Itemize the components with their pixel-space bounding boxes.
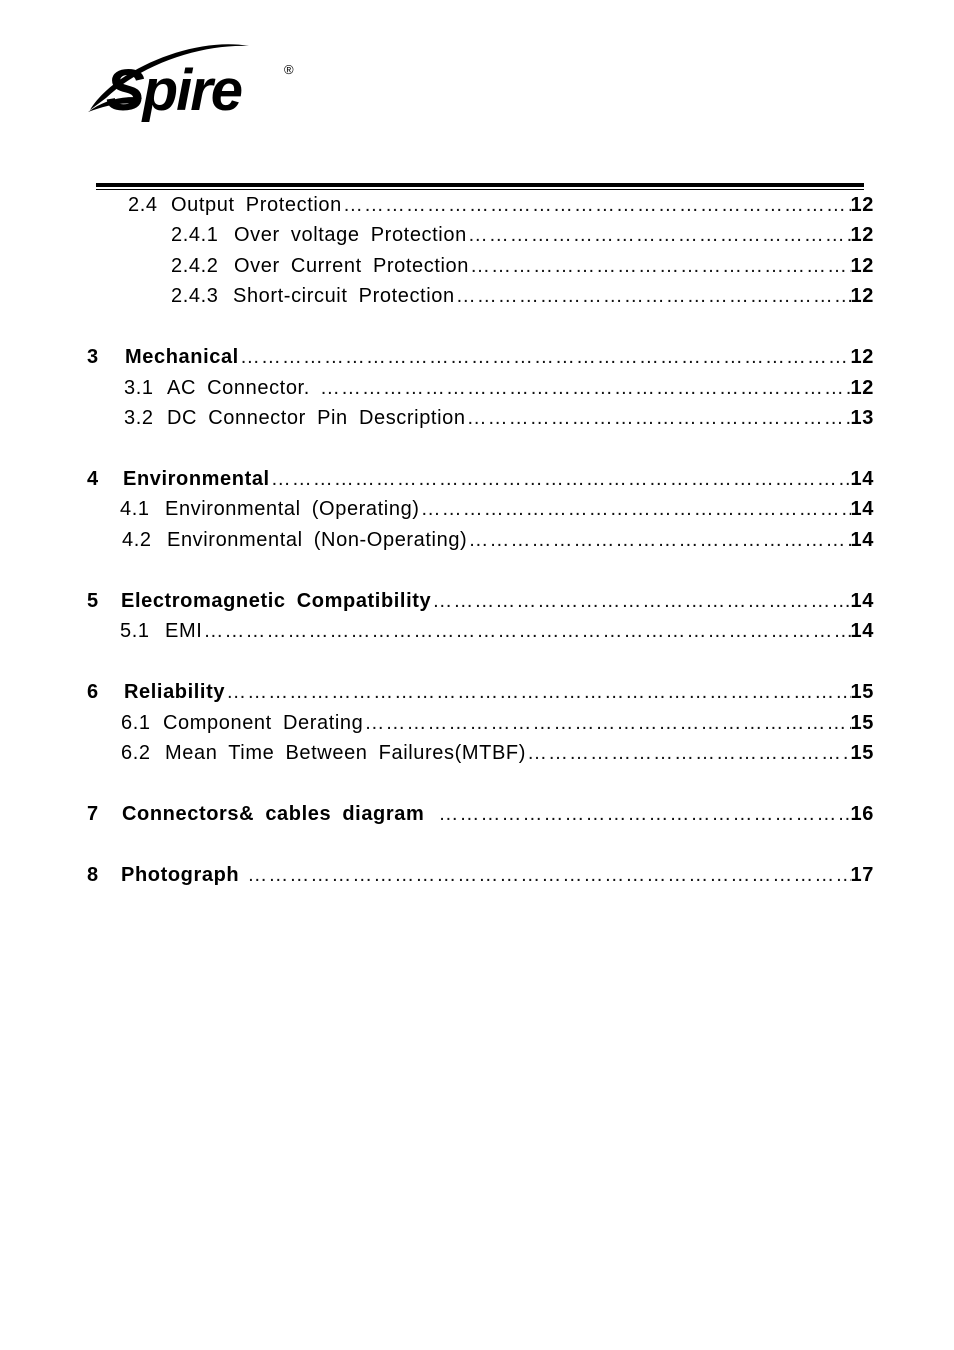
toc-entry-number: 8 xyxy=(87,864,99,886)
toc-leader-dots xyxy=(342,192,851,218)
toc-entry-title: AC Connector. xyxy=(167,377,310,399)
toc-entry-title: Output Protection xyxy=(171,194,342,216)
toc-entry-title: Photograph xyxy=(121,864,240,886)
toc-entry-2-4-3[interactable] xyxy=(171,283,874,309)
toc-entry-page: 17 xyxy=(850,864,874,886)
toc-leader-dots xyxy=(420,496,851,522)
toc-entry-title: Mechanical xyxy=(125,346,239,368)
toc-entry-number: 2.4.1 xyxy=(171,224,219,246)
toc-entry-number: 6.2 xyxy=(121,742,151,764)
toc-entry-3[interactable] xyxy=(87,344,874,370)
toc-entry-title: Mean Time Between Failures(MTBF) xyxy=(165,742,526,764)
toc-entry-title: DC Connector Pin Description xyxy=(167,407,466,429)
toc-entry-4-1[interactable] xyxy=(120,496,874,522)
toc-entry-title: Environmental (Non-Operating) xyxy=(167,529,468,551)
toc-entry-number: 5.1 xyxy=(120,620,150,642)
toc-entry-number: 2.4.2 xyxy=(171,255,219,277)
toc-entry-page: 12 xyxy=(850,346,874,368)
spire-logo xyxy=(84,40,304,132)
toc-entry-page: 15 xyxy=(850,681,874,703)
toc-leader-dots xyxy=(270,466,851,492)
toc-entry-number: 2.4 xyxy=(128,194,158,216)
toc-entry-6-2[interactable] xyxy=(121,740,874,766)
toc-entry-number: 3.1 xyxy=(124,377,154,399)
toc-entry-8[interactable] xyxy=(87,862,874,888)
toc-entry-page: 12 xyxy=(850,377,874,399)
toc-leader-dots xyxy=(363,710,850,736)
toc-leader-dots xyxy=(469,253,851,279)
toc-entry-title: Environmental xyxy=(123,468,270,490)
toc-leader-dots xyxy=(526,740,851,766)
toc-entry-number: 6 xyxy=(87,681,99,703)
toc-entry-6-1[interactable] xyxy=(121,710,874,736)
toc-entry-title: Over voltage Protection xyxy=(234,224,467,246)
toc-entry-page: 14 xyxy=(850,468,874,490)
toc-entry-page: 15 xyxy=(850,742,874,764)
toc-entry-2-4-2[interactable] xyxy=(171,253,874,279)
toc-entry-page: 12 xyxy=(850,194,874,216)
toc-entry-number: 7 xyxy=(87,803,99,825)
toc-entry-title: Over Current Protection xyxy=(234,255,469,277)
toc-entry-number: 2.4.3 xyxy=(171,285,219,307)
logo-wordmark: Spire xyxy=(106,58,242,123)
toc-entry-page: 15 xyxy=(850,712,874,734)
toc-entry-number: 5 xyxy=(87,590,99,612)
toc-entry-5-1[interactable] xyxy=(120,618,874,644)
toc-entry-number: 3.2 xyxy=(124,407,154,429)
toc-leader-dots xyxy=(455,283,851,309)
toc-entry-title: Environmental (Operating) xyxy=(165,498,420,520)
toc-entry-2-4[interactable] xyxy=(128,192,874,218)
toc-entry-5[interactable] xyxy=(87,588,874,614)
toc-entry-page: 12 xyxy=(850,285,874,307)
toc-entry-title: Reliability xyxy=(124,681,226,703)
toc-entry-number: 4 xyxy=(87,468,99,490)
toc-entry-title: EMI xyxy=(165,620,203,642)
toc-leader-dots xyxy=(467,527,850,553)
toc-leader-dots xyxy=(466,405,851,431)
toc-leader-dots xyxy=(225,679,850,705)
toc-entry-number: 6.1 xyxy=(121,712,151,734)
toc-entry-page: 13 xyxy=(850,407,874,429)
toc-leader-dots xyxy=(310,375,851,401)
toc-leader-dots xyxy=(431,588,850,614)
toc-entry-page: 14 xyxy=(850,498,874,520)
toc-entry-4[interactable] xyxy=(87,466,874,492)
toc-entry-page: 14 xyxy=(850,590,874,612)
toc-entry-page: 14 xyxy=(850,620,874,642)
toc-leader-dots xyxy=(424,801,850,827)
toc-entry-page: 12 xyxy=(850,255,874,277)
toc-entry-7[interactable] xyxy=(87,801,874,827)
toc-entry-title: Connectors& cables diagram xyxy=(122,803,425,825)
toc-leader-dots xyxy=(467,222,851,248)
toc-entry-page: 12 xyxy=(850,224,874,246)
header-rule-thick xyxy=(96,183,864,187)
toc-entry-title: Short-circuit Protection xyxy=(233,285,455,307)
toc-leader-dots xyxy=(239,344,851,370)
toc-entry-page: 16 xyxy=(850,803,874,825)
toc-entry-6[interactable] xyxy=(87,679,874,705)
toc-entry-number: 4.2 xyxy=(122,529,152,551)
toc-entry-3-2[interactable] xyxy=(124,405,874,431)
header-rule-thin xyxy=(96,189,864,190)
toc-leader-dots xyxy=(202,618,850,644)
registered-mark: ® xyxy=(284,62,294,77)
toc-entry-3-1[interactable] xyxy=(124,375,874,401)
toc-entry-2-4-1[interactable] xyxy=(171,222,874,248)
toc-entry-number: 4.1 xyxy=(120,498,150,520)
toc-entry-number: 3 xyxy=(87,346,99,368)
toc-entry-title: Electromagnetic Compatibility xyxy=(121,590,432,612)
toc-leader-dots xyxy=(239,862,850,888)
toc-entry-4-2[interactable] xyxy=(122,527,874,553)
toc-entry-title: Component Derating xyxy=(163,712,364,734)
toc-entry-page: 14 xyxy=(850,529,874,551)
